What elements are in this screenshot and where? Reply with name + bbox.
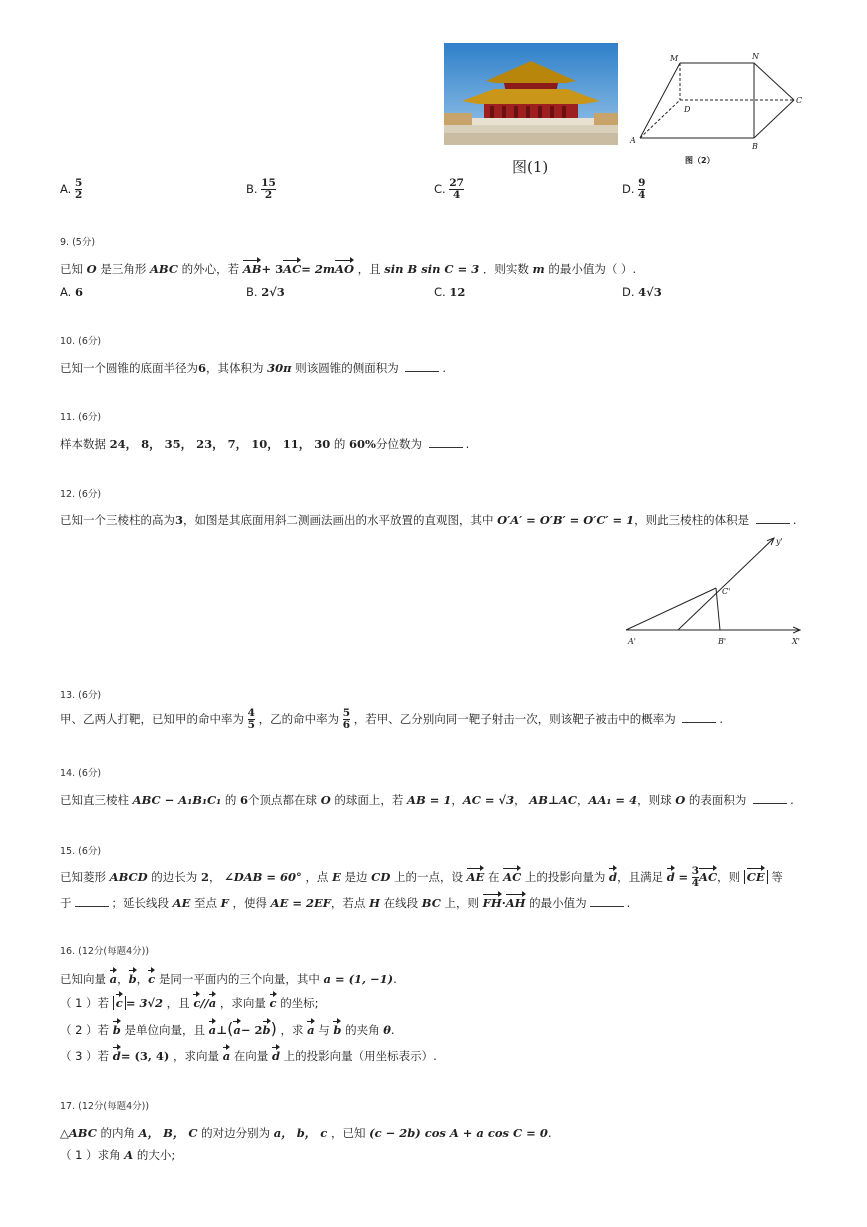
q16-part-1: （ 1 ）若 c = 3√2 ，且 c//a ，求向量 c 的坐标; — [60, 996, 319, 1010]
label-m: M — [670, 54, 679, 63]
edge-bc — [754, 100, 794, 138]
photo-caption: 图(1) — [512, 158, 549, 176]
label-a-prime: A' — [628, 637, 636, 646]
q11-header: 11. (6分) — [60, 412, 102, 423]
q8-option-d[interactable]: D. $\frac{9}{4}$ — [622, 177, 646, 201]
q8-option-c[interactable]: C. $\frac{27}{4}$ — [434, 177, 464, 201]
q13-answer-blank[interactable] — [682, 712, 716, 723]
label-c-prime: C' — [722, 587, 731, 596]
prism-diagram — [626, 48, 806, 160]
q9-stem: 已知 O 是三角形 ABC 的外心，若 AB+ 3AC= 2mAO ，且 sin B sin C = 3 ．则实数 m 的最小值为（ ）. — [60, 262, 637, 276]
oblique-diagram — [620, 532, 810, 654]
q12-stem: 已知一个三棱柱的高为3，如图是其底面用斜二测画法画出的水平放置的直观图，其中 O′A′ = O′B′ = O′C′ = 1，则此三棱柱的体积是 . — [60, 513, 797, 527]
edge-ad — [640, 100, 680, 138]
label-b: B — [752, 142, 758, 151]
label-y: y' — [776, 537, 783, 546]
q9-option-b[interactable]: B. 2√3 — [246, 285, 285, 299]
q15-stem-line1: 已知菱形 ABCD 的边长为 2， ∠DAB = 60° ，点 E 是边 CD 上的一点，设 AE 在 AC 上的投影向量为 d，且满足 d = $\frac{3}{4}$ AC，则 CE 等 — [60, 865, 783, 889]
q9-option-a[interactable]: A. 6 — [60, 285, 83, 299]
q9-option-c[interactable]: C. 12 — [434, 285, 466, 299]
y-axis — [678, 538, 774, 630]
q17-stem: △ABC 的内角 A， B， C 的对边分别为 a， b， c ，已知 (c − 2b) cos A + a cos C = 0. — [60, 1126, 552, 1140]
q10-stem: 已知一个圆锥的底面半径为6，其体积为 30π 则该圆锥的侧面积为 . — [60, 361, 447, 375]
q14-answer-blank[interactable] — [753, 793, 787, 804]
q11-answer-blank[interactable] — [429, 437, 463, 448]
q15-header: 15. (6分) — [60, 846, 102, 857]
q17-header: 17. (12分(每题4分)) — [60, 1101, 150, 1112]
q13-stem: 甲、乙两人打靶，已知甲的命中率为 $\frac{4}{5}$ ，乙的命中率为 $\frac{5}{6}$ ，若甲、乙分别向同一靶子射击一次，则该靶子被击中的概率为 . — [60, 707, 724, 731]
label-b-prime: B' — [718, 637, 727, 646]
q14-stem: 已知直三棱柱 ABC − A₁B₁C₁ 的 6个顶点都在球 O 的球面上，若 AB = 1，AC = √3， AB⊥AC，AA₁ = 4，则球 O 的表面积为 . — [60, 793, 794, 807]
q16-part-2: （ 2 ）若 b 是单位向量，且 a⊥(a− 2b) ，求 a 与 b 的夹角 θ. — [60, 1019, 395, 1038]
segment-cb — [716, 588, 720, 630]
q15-stem-line2: 于 ；延长线段 AE 至点 F ，使得 AE = 2EF，若点 H 在线段 BC 上，则 FH·AH 的最小值为 . — [60, 896, 631, 910]
label-d: D — [684, 105, 691, 114]
palace-photo — [444, 43, 618, 145]
q9-header: 9. (5分) — [60, 237, 96, 248]
label-x-prime: X' — [792, 637, 800, 646]
q14-header: 14. (6分) — [60, 768, 102, 779]
label-c: C — [796, 96, 803, 105]
prism-caption: 图（2） — [685, 156, 715, 165]
q15-answer-blank-1[interactable] — [75, 896, 109, 907]
q13-header: 13. (6分) — [60, 690, 102, 701]
q12-header: 12. (6分) — [60, 489, 102, 500]
q16-stem: 已知向量 a，b，c 是同一平面内的三个向量，其中 a = (1, −1). — [60, 972, 397, 986]
q16-part-3: （ 3 ）若 d= (3, 4) ，求向量 a 在向量 d 上的投影向量（用坐标表示）. — [60, 1049, 437, 1063]
edge-am — [640, 63, 680, 138]
edge-nc — [754, 63, 794, 100]
q9-option-d[interactable]: D. 4√3 — [622, 285, 662, 299]
q17-part-1: （ 1 ）求角 A 的大小; — [60, 1148, 176, 1162]
label-a: A — [630, 136, 636, 145]
q11-stem: 样本数据 24， 8， 35， 23， 7， 10， 11， 30 的 60%分位数为 . — [60, 437, 470, 451]
q12-answer-blank[interactable] — [756, 513, 790, 524]
segment-ac — [626, 588, 716, 630]
q8-option-b[interactable]: B. $\frac{15}{2}$ — [246, 177, 276, 201]
label-n: N — [752, 52, 759, 61]
palace-photo-image — [444, 43, 618, 145]
q10-header: 10. (6分) — [60, 336, 102, 347]
q10-answer-blank[interactable] — [405, 361, 439, 372]
q15-answer-blank-2[interactable] — [590, 896, 624, 907]
q16-header: 16. (12分(每题4分)) — [60, 946, 150, 957]
q8-option-a[interactable]: A. $\frac{5}{2}$ — [60, 177, 83, 201]
